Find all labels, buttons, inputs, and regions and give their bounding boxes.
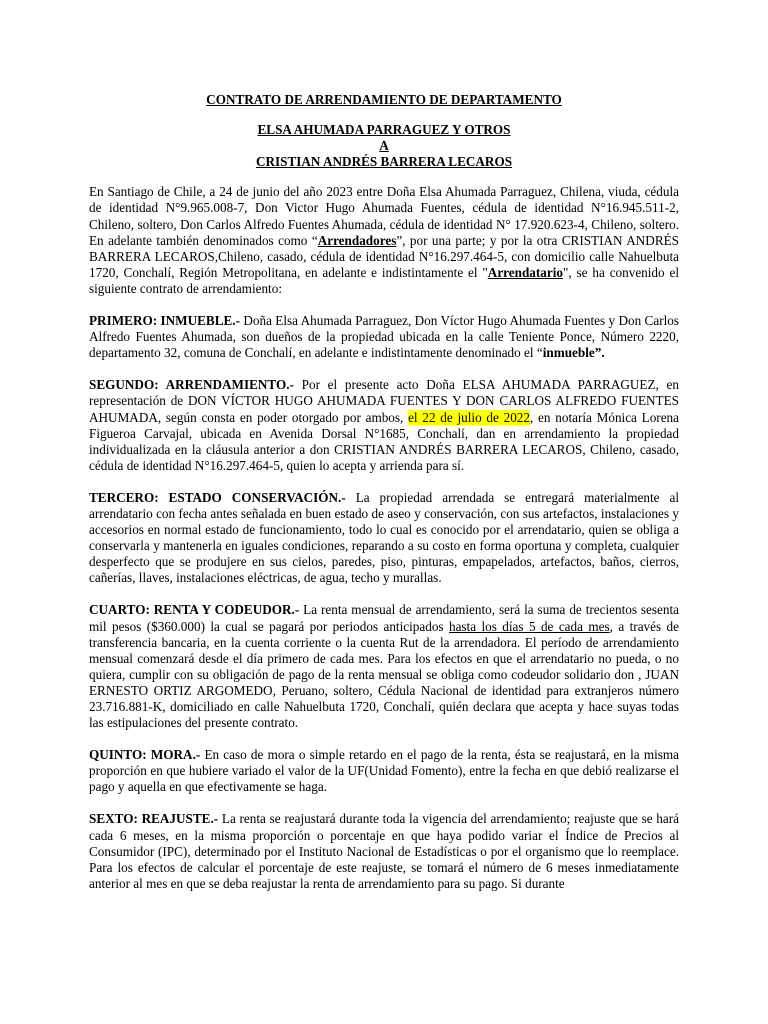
clause-segundo [89, 377, 679, 474]
clause-sexto-heading: SEXTO: REAJUSTE.- [89, 811, 219, 827]
intro-text-3: ", se ha convenido el siguiente contrato de arrendamiento: [89, 264, 679, 296]
clause-quinto [89, 747, 679, 795]
clause-cuarto-heading: CUARTO: RENTA Y CODEUDOR.- [89, 602, 300, 618]
highlighted-date: el 22 de julio de 2022 [408, 409, 530, 425]
intro-paragraph [89, 184, 679, 297]
clause-tercero-text: La propiedad arrendada se entregará materialmente al arrendatario con fecha antes señalada en buen estado de aseo y conservación, con sus artefactos, instalaciones y accesorios en normal estado de funcionamiento, todo lo cual es conocido por el arrendatario, quien se obliga a conservarla y mantenerla en iguales condiciones, reparando a su costo en forma oportuna y completa, cualquier desperfecto que se produjere en sus cielos, paredes, piso, pinturas, empapelados, artefactos, baños, cierros, cañerías, llaves, instalaciones eléctricas, de agua, techo y murallas. [89, 489, 679, 586]
clause-segundo-text-1: Por el presente acto Doña ELSA AHUMADA PARRAGUEZ, en representación de DON VÍCTOR HUGO AHUMADA FUENTES Y DON CARLOS ALFREDO FUENTES AHUMADA, según consta en poder otorgado por ambos, [89, 377, 679, 425]
intro-text-1: En Santiago de Chile, a 24 de junio del año 2023 entre Doña Elsa Ahumada Parraguez, Chilena, viuda, cédula de identidad N°9.965.008-7, Don Victor Hugo Ahumada Fuentes, cédula de identidad N°16.945.511-2, Chileno, soltero, Don Carlos Alfredo Fuentes Ahumada, cédula de identidad N° 17.920.623-4, Chileno, soltero. En adelante también denominados como “ [89, 184, 679, 248]
arrendadores-term: Arrendadores [317, 232, 397, 248]
party-two-heading: CRISTIAN ANDRÉS BARRERA LECAROS [255, 154, 513, 170]
clause-tercero [89, 490, 679, 587]
clause-quinto-text: En caso de mora o simple retardo en el pago de la renta, ésta se reajustará, en la misma proporción en que hubiere variado el valor de la UF(Unidad Fomento), entre la fecha en que debió realizarse el pago y aquella en que efectivamente se haga. [89, 747, 679, 795]
clause-primero-text: Doña Elsa Ahumada Parraguez, Don Víctor Hugo Ahumada Fuentes y Don Carlos Alfredo Fuentes Ahumada, son dueños de la propiedad ubicada en la calle Teniente Ponce, Número 2220, departamento 32, comuna de Conchalí, en adelante e indistintamente denominado el “ [89, 313, 679, 361]
party-one-heading: ELSA AHUMADA PARRAGUEZ Y OTROS [257, 122, 511, 138]
intro-text-2: ”, por una parte; y por la otra CRISTIAN ANDRÉS BARRERA LECAROS,Chileno, casado, cédula de identidad N°16.297.464-5, con domicilio calle Nahuelbuta 1720, Conchalí, Región Metropolitana, en adelante e indistintamente el " [89, 232, 680, 280]
clause-segundo-text-2: , en notaría Mónica Lorena Figueroa Carvajal, ubicada en Avenida Dorsal N°1685, Conchalí, dan en arrendamiento la propiedad individualizada en la cláusula anterior a don CRISTIAN ANDRÉS BARRERA LECAROS, Chileno, casado, cédula de identidad N°16.297.464-5, quien lo acepta y arrienda para sí. [89, 409, 679, 473]
clause-primero [89, 313, 679, 361]
party-connector: A [379, 138, 389, 154]
clause-cuarto [89, 602, 679, 731]
clause-primero-heading: PRIMERO: INMUEBLE.- [89, 313, 240, 329]
document-title: CONTRATO DE ARRENDAMIENTO DE DEPARTAMENTO [206, 92, 562, 107]
clause-quinto-heading: QUINTO: MORA.- [89, 747, 201, 763]
clause-sexto [89, 811, 679, 891]
clause-cuarto-text-1: La renta mensual de arrendamiento, será la suma de trecientos sesenta mil pesos ($360.000) la cual se pagará por periodos anticipados [89, 602, 679, 634]
document-page [89, 92, 679, 908]
clause-segundo-heading: SEGUNDO: ARRENDAMIENTO.- [89, 377, 294, 393]
inmueble-term: inmueble”. [542, 345, 605, 361]
clause-sexto-text: La renta se reajustará durante toda la vigencia del arrendamiento; reajuste que se hará cada 6 meses, en la misma proporción o porcentaje en que haya podido variar el Índice de Precios al Consumidor (IPC), determinado por el Instituto Nacional de Estadísticas o por el organismo que lo reemplace. Para los efectos de calcular el porcentaje de este reajuste, se tomará el número de 6 meses inmediatamente anterior al mes en que se deba reajustar la renta de arrendamiento para su pago. Si durante [89, 811, 679, 891]
payment-deadline-underline: hasta los días 5 de cada mes, [448, 618, 613, 634]
clause-cuarto-text-2: a través de transferencia bancaria, en la cuenta corriente o la cuenta Rut de la arrendadora. El período de arrendamiento mensual comenzará desde el día primero de cada mes. Para los efectos en que el arrendatario no pueda, o no quiera, cumplir con su obligación de pago de la renta mensual se obliga como codeudor solidario don , JUAN ERNESTO ORTIZ ARGOMEDO, Peruano, soltero, Cédula Nacional de identidad para extranjeros número 23.716.881-K, domiciliado en calle Nahuelbuta 1720, Conchalí, quién declara que acepta y hace suyas todas las estipulaciones del presente contrato. [89, 618, 679, 731]
clause-tercero-heading: TERCERO: ESTADO CONSERVACIÓN.- [89, 489, 346, 505]
arrendatario-term: Arrendatario [487, 264, 564, 280]
